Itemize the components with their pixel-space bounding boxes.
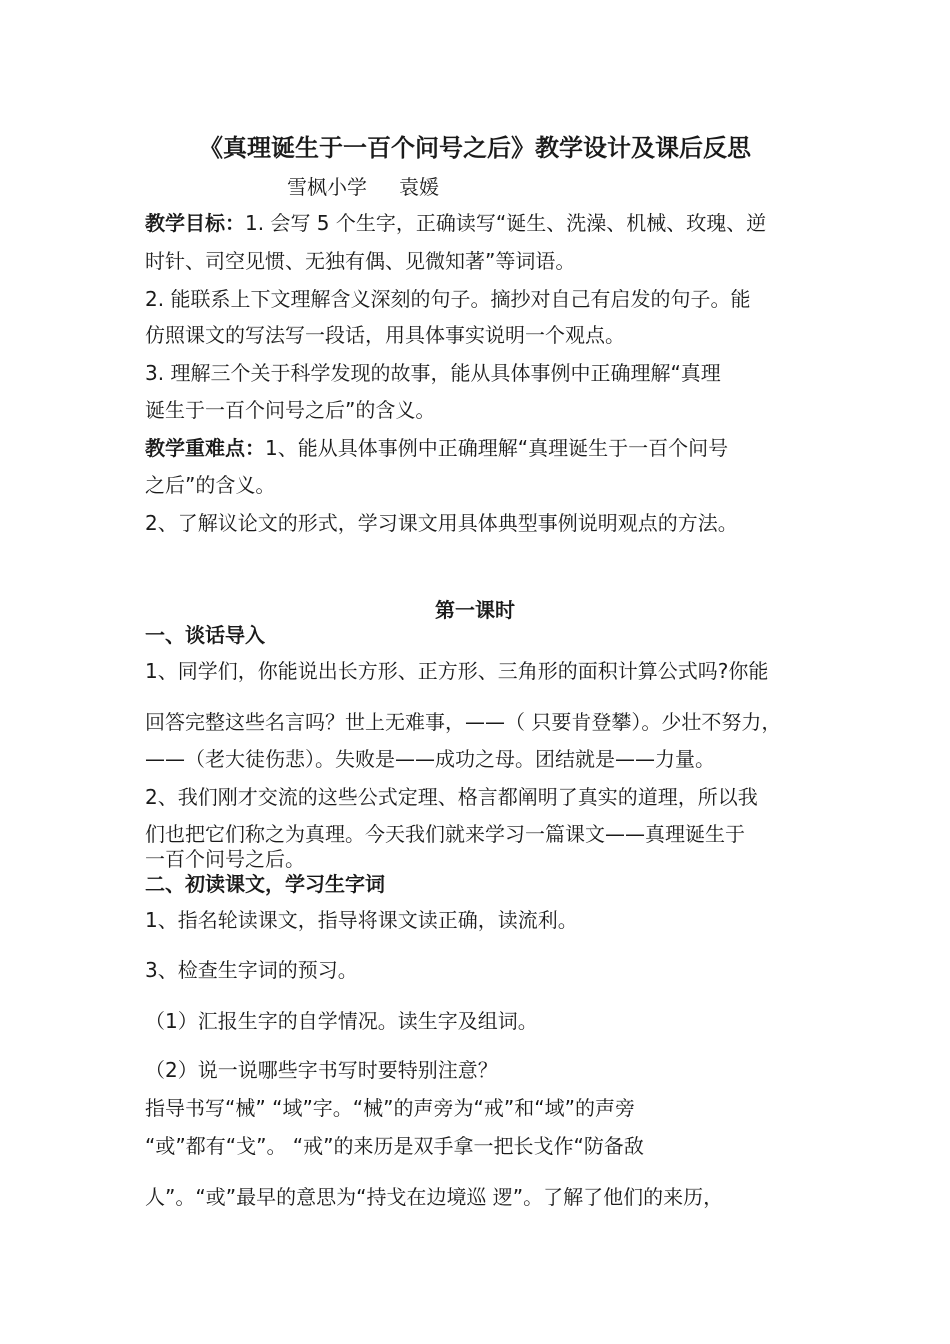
lesson-title: 第一课时 (435, 598, 515, 622)
objective-text: 诞生于一百个问号之后”的含义。 (145, 398, 436, 422)
keypoints-label: 教学重难点： (145, 436, 265, 460)
section2-text: 3、检查生字词的预习。 (145, 958, 358, 982)
objectives-label: 教学目标： (145, 211, 245, 235)
objective-text: 仿照课文的写法写一段话，用具体事实说明一个观点。 (145, 323, 625, 347)
keypoint-text: 2、了解议论文的形式，学习课文用具体典型事例说明观点的方法。 (145, 511, 738, 535)
section2-text: “或”都有“戈”。 “戒”的来历是双手拿一把长戈作“防备敌 (145, 1134, 644, 1158)
section1-text: 1、同学们，你能说出长方形、正方形、三角形的面积计算公式吗?你能 (145, 659, 769, 683)
section1-text: 一百个问号之后。 (145, 847, 305, 871)
section2-heading: 二、初读课文，学习生字词 (145, 872, 385, 896)
section1-text: 们也把它们称之为真理。今天我们就来学习一篇课文——真理诞生于 (145, 822, 745, 846)
section1-text: ——（老大徒伤悲）。失败是——成功之母。团结就是——力量。 (145, 747, 715, 771)
section2-text: 1、指名轮读课文，指导将课文读正确，读流利。 (145, 908, 578, 932)
keypoint-text: 之后”的含义。 (145, 473, 276, 497)
school-name: 雪枫小学 (287, 175, 367, 199)
section1-text: 2、我们刚才交流的这些公式定理、格言都阐明了真实的道理，所以我 (145, 785, 758, 809)
objective-text: 时针、司空见惯、无独有偶、见微知著”等词语。 (145, 249, 576, 273)
objective-text: 1. 会写 5 个生字，正确读写“诞生、洗澡、机械、玫瑰、逆 (245, 211, 767, 235)
section2-text: 人”。“或”最早的意思为“持戈在边境巡 逻”。了解了他们的来历， (145, 1185, 724, 1209)
section1-heading: 一、谈话导入 (145, 623, 265, 647)
author-line (287, 174, 439, 200)
section2-text: （1）汇报生字的自学情况。读生字及组词。 (145, 1009, 538, 1033)
keypoint-text: 1、能从具体事例中正确理解“真理诞生于一百个问号 (265, 436, 729, 460)
section2-text: 指导书写“械” “域”字。“械”的声旁为“戒”和“域”的声旁 (145, 1096, 635, 1120)
teacher-name: 袁媛 (399, 175, 439, 199)
document-title: 《真理诞生于一百个问号之后》教学设计及课后反思 (199, 134, 751, 162)
section1-text: 回答完整这些名言吗？世上无难事，——（ 只要肯登攀）。少壮不努力， (145, 710, 782, 734)
section2-text: （2）说一说哪些字书写时要特别注意？ (145, 1058, 498, 1082)
keypoints-line-1 (145, 435, 825, 461)
objectives-line-1 (145, 210, 825, 236)
objective-text: 3. 理解三个关于科学发现的故事，能从具体事例中正确理解“真理 (145, 361, 721, 385)
objective-text: 2. 能联系上下文理解含义深刻的句子。摘抄对自己有启发的句子。能 (145, 287, 751, 311)
